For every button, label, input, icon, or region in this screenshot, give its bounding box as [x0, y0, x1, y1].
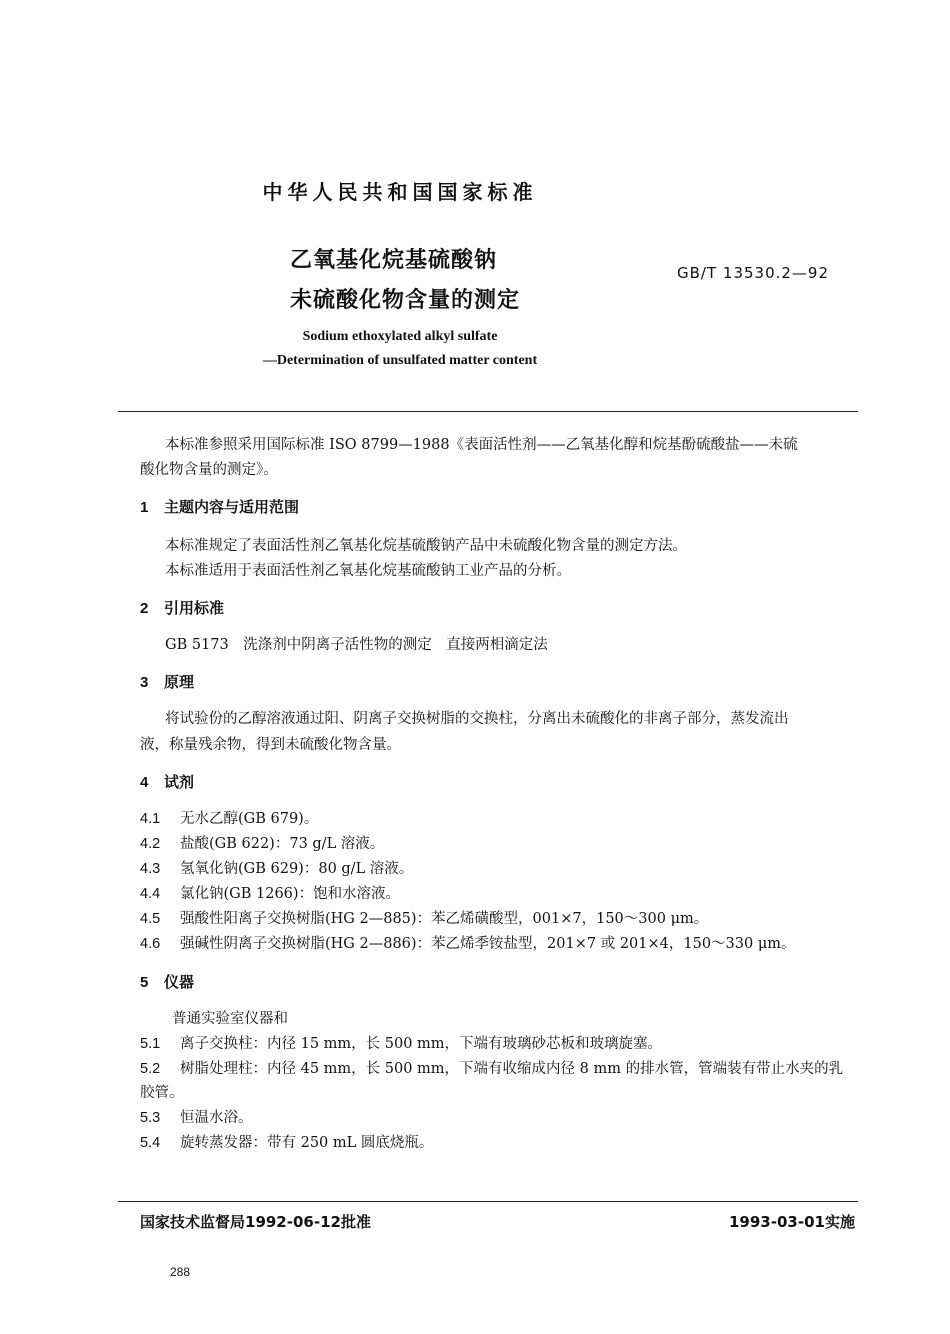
section-3-heading: 3 原理	[140, 673, 195, 691]
section-2-reference: GB 5173 洗涤剂中阴离子活性物的测定 直接两相滴定法	[165, 637, 548, 653]
approval-line: 国家技术监督局1992-06-12批准	[140, 1213, 371, 1231]
effective-date: 1993-03-01实施	[729, 1213, 855, 1231]
org-title: 中华人民共和国国家标准	[262, 180, 538, 204]
title-cn-line1: 乙氧基化烷基硫酸钠	[290, 248, 498, 273]
apparatus-item: 5.2 树脂处理柱：内径 45 mm，长 500 mm，下端有收缩成内径 8 mm 的排水管，管端装有带止水夹的乳	[140, 1061, 844, 1077]
apparatus-item: 5.3 恒温水浴。	[140, 1110, 253, 1126]
reagent-item: 4.4 氯化钠(GB 1266)：饱和水溶液。	[140, 886, 401, 902]
section-2-heading: 2 引用标准	[140, 599, 225, 617]
intro-line1: 本标准参照采用国际标准 ISO 8799—1988《表面活性剂——乙氧基化醇和烷基酚硫酸盐——未硫	[165, 437, 798, 453]
title-cn-line2: 未硫酸化物含量的测定	[290, 288, 521, 313]
section-5-heading: 5 仪器	[140, 973, 195, 991]
section-1-para2: 本标准适用于表面活性剂乙氧基化烷基硫酸钠工业产品的分析。	[165, 563, 571, 579]
apparatus-item-continuation: 胶管。	[140, 1085, 184, 1101]
page-number: 288	[170, 1265, 191, 1279]
section-3-line1: 将试验份的乙醇溶液通过阳、阴离子交换树脂的交换柱，分离出未硫酸化的非离子部分，蒸发流出	[165, 711, 789, 727]
title-en-line1: Sodium ethoxylated alkyl sulfate	[302, 329, 498, 344]
title-en-line2: —Determination of unsulfated matter content	[262, 353, 538, 368]
reagent-item: 4.6 强碱性阴离子交换树脂(HG 2—886)：苯乙烯季铵盐型，201×7 或 201×4，150～330 μm。	[140, 936, 796, 952]
section-3-line2: 液，称量残余物，得到未硫酸化物含量。	[140, 737, 401, 753]
section-1-para1: 本标准规定了表面活性剂乙氧基化烷基硫酸钠产品中未硫酸化物含量的测定方法。	[165, 538, 687, 554]
header-divider	[118, 411, 858, 412]
section-4-heading: 4 试剂	[140, 773, 195, 791]
apparatus-item: 5.1 离子交换柱：内径 15 mm，长 500 mm，下端有玻璃砂芯板和玻璃旋塞。	[140, 1036, 663, 1052]
reagent-item: 4.1 无水乙醇(GB 679)。	[140, 811, 319, 827]
section-5-intro: 普通实验室仪器和	[172, 1011, 288, 1027]
apparatus-item: 5.4 旋转蒸发器：带有 250 mL 圆底烧瓶。	[140, 1135, 434, 1151]
reagent-item: 4.5 强酸性阳离子交换树脂(HG 2—885)：苯乙烯磺酸型，001×7，150～300 μm。	[140, 911, 709, 927]
footer-divider	[118, 1201, 858, 1202]
reagent-item: 4.2 盐酸(GB 622)：73 g/L 溶液。	[140, 836, 385, 852]
standard-code: GB/T 13530.2—92	[677, 264, 830, 282]
reagent-item: 4.3 氢氧化钠(GB 629)：80 g/L 溶液。	[140, 861, 414, 877]
section-1-heading: 1 主题内容与适用范围	[140, 498, 300, 516]
intro-line2: 酸化物含量的测定》。	[140, 462, 278, 478]
